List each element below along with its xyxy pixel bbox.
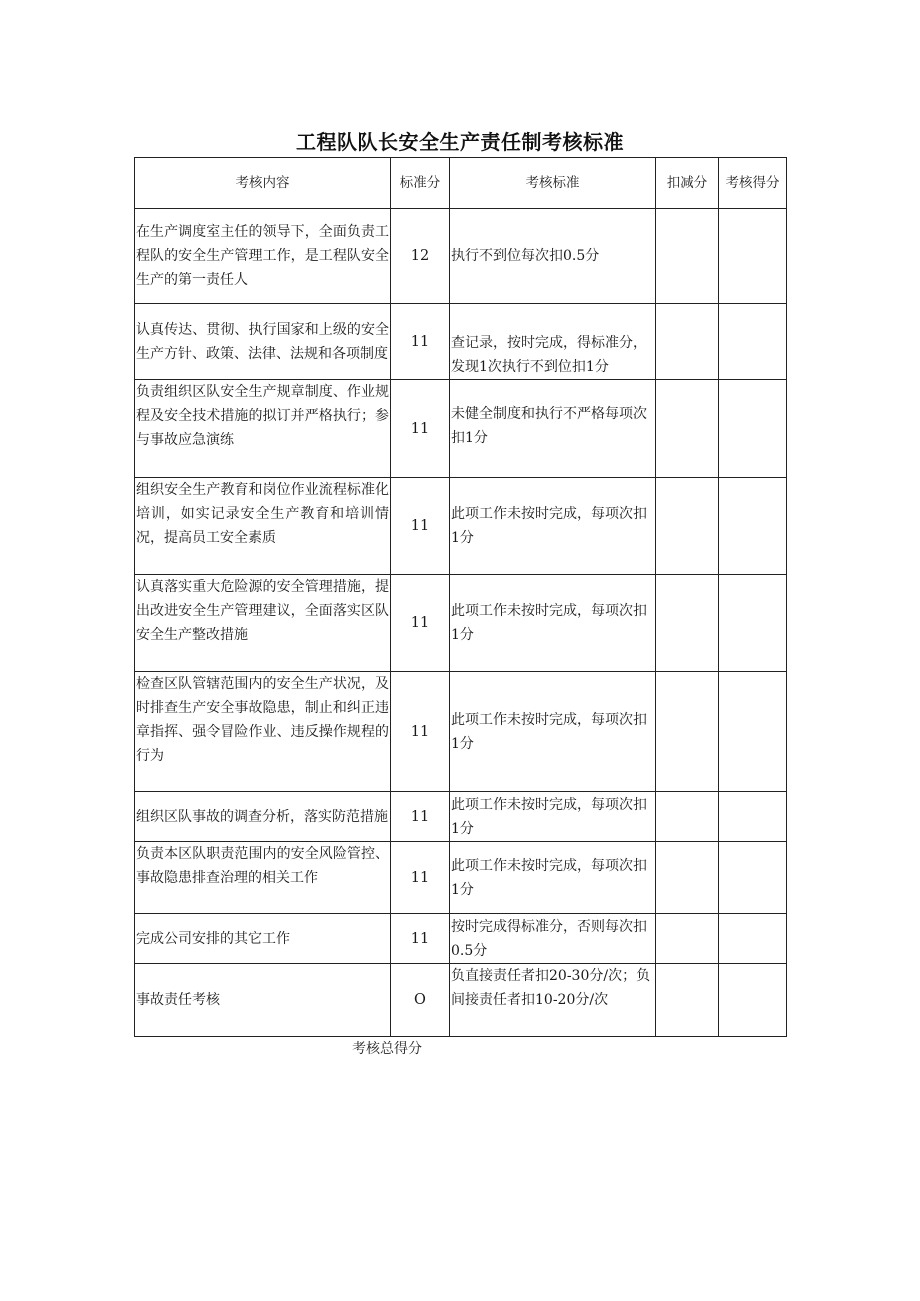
header-assessed-score: 考核得分 xyxy=(719,158,787,209)
row-standard-score: 11 xyxy=(391,478,450,575)
row-standard-score: 11 xyxy=(391,304,450,380)
row-deduction-cell xyxy=(656,792,719,842)
total-score-label: 考核总得分 xyxy=(352,1041,422,1057)
header-standard-score: 标准分 xyxy=(391,158,450,209)
row-deduction-cell xyxy=(656,380,719,478)
row-assessed-cell xyxy=(719,672,787,792)
table-row xyxy=(135,478,787,575)
row-standard-score: 12 xyxy=(391,209,450,304)
row-deduction-cell xyxy=(656,964,719,1037)
row-deduction-cell xyxy=(656,304,719,380)
row-content: 检查区队管辖范围内的安全生产状况，及时排查生产安全事故隐患，制止和纠正违章指挥、强令冒险作业、违反操作规程的行为 xyxy=(135,672,391,792)
row-content: 负责组织区队安全生产规章制度、作业规程及安全技术措施的拟订并严格执行；参与事故应急演练 xyxy=(135,380,391,478)
header-deduction: 扣减分 xyxy=(656,158,719,209)
row-content: 组织安全生产教育和岗位作业流程标准化培训，如实记录安全生产教育和培训情况，提高员工安全素质 xyxy=(135,478,391,575)
row-content: 组织区队事故的调查分析，落实防范措施 xyxy=(135,792,391,842)
table-row xyxy=(135,842,787,914)
row-standard-score: O xyxy=(391,964,450,1037)
row-standard-score: 11 xyxy=(391,842,450,914)
header-content: 考核内容 xyxy=(135,158,391,209)
row-assessed-cell xyxy=(719,380,787,478)
header-row xyxy=(135,158,787,209)
row-criteria: 查记录，按时完成，得标准分，发现1次执行不到位扣1分 xyxy=(450,304,656,380)
row-criteria: 执行不到位每次扣0.5分 xyxy=(450,209,656,304)
row-criteria: 此项工作未按时完成，每项次扣1分 xyxy=(450,792,656,842)
table-row xyxy=(135,914,787,964)
row-content: 负责本区队职责范围内的安全风险管控、事故隐患排查治理的相关工作 xyxy=(135,842,391,914)
row-criteria: 此项工作未按时完成，每项次扣1分 xyxy=(450,672,656,792)
page-title: 工程队队长安全生产责任制考核标准 xyxy=(296,130,624,154)
row-content: 事故责任考核 xyxy=(135,964,391,1037)
row-assessed-cell xyxy=(719,575,787,672)
row-assessed-cell xyxy=(719,792,787,842)
row-standard-score: 11 xyxy=(391,914,450,964)
row-deduction-cell xyxy=(656,672,719,792)
row-criteria: 此项工作未按时完成，每项次扣1分 xyxy=(450,478,656,575)
row-standard-score: 11 xyxy=(391,792,450,842)
table-row xyxy=(135,792,787,842)
row-assessed-cell xyxy=(719,478,787,575)
header-criteria: 考核标准 xyxy=(450,158,656,209)
row-deduction-cell xyxy=(656,842,719,914)
row-criteria: 此项工作未按时完成，每项次扣1分 xyxy=(450,842,656,914)
row-assessed-cell xyxy=(719,914,787,964)
row-content: 认真传达、贯彻、执行国家和上级的安全生产方针、政策、法律、法规和各项制度 xyxy=(135,304,391,380)
row-criteria: 未健全制度和执行不严格每项次扣1分 xyxy=(450,380,656,478)
row-assessed-cell xyxy=(719,304,787,380)
row-standard-score: 11 xyxy=(391,380,450,478)
row-assessed-cell xyxy=(719,209,787,304)
row-content: 认真落实重大危险源的安全管理措施，提出改进安全生产管理建议，全面落实区队安全生产整改措施 xyxy=(135,575,391,672)
row-criteria: 此项工作未按时完成，每项次扣1分 xyxy=(450,575,656,672)
row-assessed-cell xyxy=(719,842,787,914)
row-content: 在生产调度室主任的领导下，全面负责工程队的安全生产管理工作，是工程队安全生产的第一责任人 xyxy=(135,209,391,304)
table-row xyxy=(135,209,787,304)
assessment-table xyxy=(134,157,787,1037)
row-deduction-cell xyxy=(656,209,719,304)
row-standard-score: 11 xyxy=(391,575,450,672)
row-deduction-cell xyxy=(656,575,719,672)
table-row xyxy=(135,964,787,1037)
row-criteria: 按时完成得标准分，否则每次扣0.5分 xyxy=(450,914,656,964)
row-deduction-cell xyxy=(656,914,719,964)
row-deduction-cell xyxy=(656,478,719,575)
row-assessed-cell xyxy=(719,964,787,1037)
table-row xyxy=(135,380,787,478)
row-standard-score: 11 xyxy=(391,672,450,792)
table-row xyxy=(135,304,787,380)
table-row xyxy=(135,575,787,672)
row-criteria: 负直接责任者扣20-30分/次；负间接责任者扣10-20分/次 xyxy=(450,964,656,1037)
row-content: 完成公司安排的其它工作 xyxy=(135,914,391,964)
table-row xyxy=(135,672,787,792)
